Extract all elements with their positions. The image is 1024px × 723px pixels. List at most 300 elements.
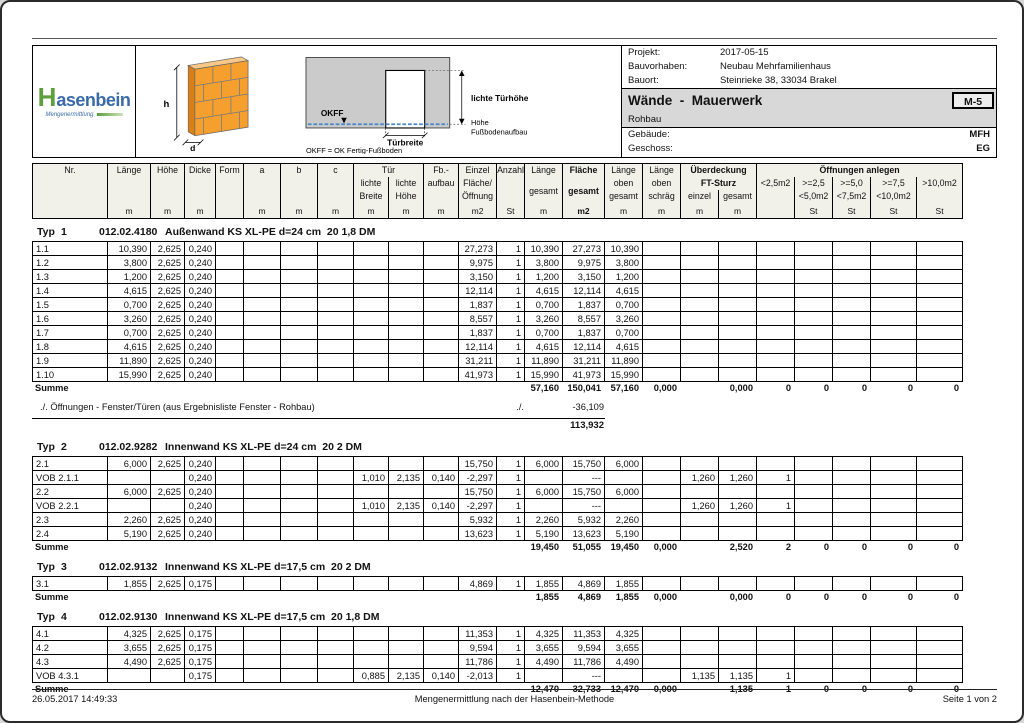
footer-datetime: 26.05.2017 14:49:33 — [32, 694, 118, 704]
value-cell: 1,135 — [719, 669, 757, 683]
value-cell — [795, 284, 833, 298]
bauort-label: Bauort: — [628, 75, 659, 86]
value-cell: 1,837 — [459, 298, 497, 312]
gebaeude-row — [622, 128, 996, 142]
value-cell: 0 — [953, 383, 959, 393]
value-cell: 0 — [861, 684, 867, 694]
value-cell — [871, 354, 917, 368]
value-cell: 12,114 — [459, 340, 497, 354]
value-cell: 1 — [497, 627, 525, 641]
value-cell: 1,855 — [525, 577, 563, 591]
value-cell: 2,625 — [151, 270, 185, 284]
value-cell — [244, 354, 281, 368]
value-cell — [833, 326, 871, 340]
section-code: 012.02.9282 — [99, 441, 158, 453]
col-oeff-gt100: >10,0m2 St — [917, 177, 963, 219]
value-cell: 0,140 — [424, 669, 459, 683]
value-cell: 41,973 — [459, 368, 497, 382]
value-cell: 11,353 — [563, 627, 605, 641]
section-title — [32, 226, 997, 238]
value-cell — [833, 669, 871, 683]
value-cell: 1 — [785, 684, 791, 694]
group-tuer: Tür — [354, 164, 424, 178]
value-cell: 5,190 — [525, 527, 563, 541]
value-cell — [184, 591, 215, 604]
value-cell — [216, 457, 244, 471]
value-cell — [353, 382, 388, 395]
arrow-up — [459, 70, 465, 76]
deduction-label: ./. Öffnungen - Fenster/Türen (aus Ergebnisliste Fenster - Rohbau) — [40, 402, 315, 412]
value-cell — [643, 499, 681, 513]
logo-subtext: Mengenermittlung — [45, 111, 94, 118]
value-cell: 1 — [497, 499, 525, 513]
value-cell: 4,869 — [563, 577, 605, 591]
col-c: c m — [318, 164, 354, 219]
value-cell — [871, 655, 917, 669]
value-cell — [281, 326, 318, 340]
value-cell — [719, 326, 757, 340]
value-cell: 1 — [497, 298, 525, 312]
value-cell: 3,655 — [605, 641, 643, 655]
value-cell: 0,175 — [185, 641, 216, 655]
col-fbaufbau: Fb.- aufbau m — [424, 164, 459, 219]
value-cell — [643, 457, 681, 471]
value-cell: 19,450 — [610, 542, 639, 552]
value-cell — [216, 256, 244, 270]
value-cell — [424, 655, 459, 669]
value-cell — [680, 382, 718, 395]
value-cell — [353, 541, 388, 554]
value-cell — [354, 513, 389, 527]
value-cell: 9,594 — [563, 641, 605, 655]
value-cell — [281, 298, 318, 312]
value-cell — [917, 655, 963, 669]
value-cell: 4,490 — [525, 655, 563, 669]
value-cell: 0,240 — [185, 312, 216, 326]
value-cell — [389, 340, 424, 354]
col-laenge-oben-schraeg: Länge oben schräg m — [643, 164, 681, 219]
group-ueberdeckung: Überdeckung FT-Sturz — [681, 164, 757, 191]
value-cell: 31,211 — [459, 354, 497, 368]
value-cell: 1 — [497, 669, 525, 683]
value-cell — [795, 641, 833, 655]
value-cell — [719, 270, 757, 284]
value-cell — [354, 340, 389, 354]
value-cell — [643, 641, 681, 655]
value-cell — [643, 284, 681, 298]
table-row — [33, 270, 963, 284]
col-a: a m — [244, 164, 281, 219]
col-einzelflaeche: Einzel Fläche/ Öffnung m2 — [459, 164, 497, 219]
value-cell — [719, 513, 757, 527]
col-sturz-einzel: einzel m — [681, 190, 719, 219]
row-label-cell: 1.1 — [33, 242, 108, 256]
value-cell: 0 — [953, 592, 959, 602]
value-cell — [244, 485, 281, 499]
value-cell — [681, 270, 719, 284]
header-strip — [32, 45, 997, 158]
value-cell: 27,273 — [563, 242, 605, 256]
value-cell: 2,625 — [151, 298, 185, 312]
col-dicke: Dicke m — [185, 164, 216, 219]
value-cell — [757, 256, 795, 270]
value-cell — [643, 312, 681, 326]
value-cell: --- — [563, 499, 605, 513]
value-cell — [389, 485, 424, 499]
value-cell — [605, 669, 643, 683]
value-cell — [757, 326, 795, 340]
value-cell: 12,114 — [459, 284, 497, 298]
value-cell: 2,135 — [389, 669, 424, 683]
value-cell — [107, 591, 150, 604]
value-cell: 2,625 — [151, 284, 185, 298]
sheet-title: Wände - Mauerwerk — [628, 93, 763, 108]
value-cell — [354, 298, 389, 312]
value-cell: 0,175 — [185, 627, 216, 641]
value-cell: 9,594 — [459, 641, 497, 655]
value-cell — [424, 270, 459, 284]
value-cell: 6,000 — [605, 485, 643, 499]
value-cell: 0,140 — [424, 471, 459, 485]
value-cell — [354, 655, 389, 669]
value-cell: 0,700 — [525, 326, 563, 340]
value-cell: 0,240 — [185, 471, 216, 485]
value-cell — [216, 340, 244, 354]
value-cell — [833, 485, 871, 499]
value-cell — [525, 471, 563, 485]
value-cell: 1 — [497, 471, 525, 485]
value-cell — [243, 382, 280, 395]
value-cell — [244, 457, 281, 471]
value-cell — [150, 541, 184, 554]
value-cell: 3,150 — [459, 270, 497, 284]
value-cell: 11,786 — [459, 655, 497, 669]
value-cell — [871, 641, 917, 655]
value-cell — [643, 326, 681, 340]
value-cell — [281, 340, 318, 354]
value-cell — [318, 655, 354, 669]
value-cell: 1 — [497, 513, 525, 527]
value-cell: 1 — [497, 340, 525, 354]
value-cell — [833, 655, 871, 669]
value-cell: 4,869 — [577, 592, 601, 602]
value-cell: 15,750 — [459, 485, 497, 499]
value-cell — [719, 284, 757, 298]
value-cell — [643, 669, 681, 683]
value-cell: 8,557 — [563, 312, 605, 326]
door-height-label: lichte Türhöhe — [471, 92, 529, 103]
value-cell: 1,200 — [605, 270, 643, 284]
row-label-cell: VOB 4.3.1 — [33, 669, 108, 683]
value-cell: 1,135 — [681, 669, 719, 683]
value-cell: 2,625 — [151, 577, 185, 591]
value-cell — [917, 368, 963, 382]
value-cell — [388, 382, 423, 395]
project-row — [622, 46, 996, 60]
value-cell — [719, 340, 757, 354]
section-title — [32, 611, 997, 623]
value-cell — [424, 242, 459, 256]
value-cell — [795, 312, 833, 326]
value-cell: 1,855 — [535, 592, 559, 602]
value-cell: 3,260 — [605, 312, 643, 326]
value-cell — [354, 312, 389, 326]
value-cell: 5,190 — [108, 527, 151, 541]
value-cell — [681, 312, 719, 326]
value-cell — [389, 256, 424, 270]
value-cell — [151, 471, 185, 485]
wall-side-face — [188, 65, 195, 135]
value-cell — [354, 485, 389, 499]
value-cell — [681, 641, 719, 655]
value-cell — [317, 382, 353, 395]
value-cell: 12,114 — [563, 284, 605, 298]
value-cell — [719, 655, 757, 669]
row-label-cell: 1.10 — [33, 368, 108, 382]
value-cell — [244, 669, 281, 683]
value-cell — [917, 577, 963, 591]
value-cell — [681, 527, 719, 541]
value-cell — [833, 641, 871, 655]
value-cell: 3,800 — [525, 256, 563, 270]
h-dimension — [174, 64, 180, 140]
value-cell — [424, 256, 459, 270]
okff-label: OKFF — [320, 107, 344, 118]
value-cell: 1 — [497, 527, 525, 541]
value-cell: 0 — [907, 592, 913, 602]
table-row — [33, 577, 963, 591]
value-cell — [643, 354, 681, 368]
value-cell — [281, 256, 318, 270]
value-cell — [215, 541, 243, 554]
value-cell — [389, 627, 424, 641]
project-label: Projekt: — [628, 47, 661, 58]
value-cell — [280, 382, 317, 395]
value-cell — [833, 354, 871, 368]
value-cell — [318, 354, 354, 368]
value-cell — [423, 382, 458, 395]
value-cell — [719, 242, 757, 256]
net-row — [32, 420, 997, 434]
value-cell — [389, 527, 424, 541]
value-cell: 0 — [907, 542, 913, 552]
value-cell — [216, 485, 244, 499]
value-cell: 12,114 — [563, 340, 605, 354]
door-opening — [386, 70, 425, 127]
value-cell — [795, 368, 833, 382]
logo — [33, 46, 136, 157]
row-label-cell: VOB 2.1.1 — [33, 471, 108, 485]
value-cell: -2,297 — [459, 499, 497, 513]
col-b: b m — [281, 164, 318, 219]
table-row — [33, 485, 963, 499]
value-cell: 5,190 — [605, 527, 643, 541]
value-cell: 0,700 — [108, 326, 151, 340]
table-row — [33, 471, 963, 485]
value-cell — [795, 655, 833, 669]
row-label-cell: Summe — [35, 383, 69, 393]
row-label-cell: 4.2 — [33, 641, 108, 655]
value-cell: 1 — [497, 354, 525, 368]
value-cell — [643, 270, 681, 284]
value-cell — [354, 368, 389, 382]
value-cell — [757, 627, 795, 641]
deduction-rule — [32, 418, 605, 419]
value-cell — [318, 471, 354, 485]
row-label-cell: Summe — [35, 542, 69, 552]
value-cell — [833, 242, 871, 256]
value-cell — [318, 312, 354, 326]
value-cell — [757, 577, 795, 591]
value-cell — [681, 284, 719, 298]
value-cell: 1 — [497, 312, 525, 326]
bauvorhaben-value: Neubau Mehrfamilienhaus — [720, 61, 831, 72]
value-cell: 0,700 — [605, 326, 643, 340]
table-row — [33, 499, 963, 513]
table-row — [33, 655, 963, 669]
value-cell — [833, 340, 871, 354]
value-cell — [424, 368, 459, 382]
col-oeff-75-100: >=7,5 <10,0m2 St — [871, 177, 917, 219]
value-cell: 1,260 — [681, 471, 719, 485]
value-cell — [871, 368, 917, 382]
value-cell — [719, 312, 757, 326]
row-label-cell: 1.4 — [33, 284, 108, 298]
value-cell — [424, 627, 459, 641]
value-cell — [424, 326, 459, 340]
value-cell: 3,800 — [108, 256, 151, 270]
value-cell: 1,260 — [719, 499, 757, 513]
row-label-cell: 1.8 — [33, 340, 108, 354]
col-oeff-25-50: >=2,5 <5,0m2 St — [795, 177, 833, 219]
logo-letter-h: H — [37, 81, 57, 112]
value-cell: 0,000 — [729, 383, 753, 393]
value-cell: 5,932 — [459, 513, 497, 527]
value-cell — [389, 312, 424, 326]
value-cell — [795, 340, 833, 354]
value-cell — [917, 354, 963, 368]
value-cell: 0 — [953, 542, 959, 552]
value-cell: 1 — [757, 499, 795, 513]
value-cell — [719, 527, 757, 541]
value-cell — [280, 591, 317, 604]
value-cell: 2,625 — [151, 340, 185, 354]
value-cell — [605, 499, 643, 513]
value-cell — [871, 326, 917, 340]
col-tuer-hoehe: lichte Höhe m — [389, 177, 424, 219]
okff-caption: OKFF = OK Fertig-Fußboden — [305, 145, 403, 154]
value-cell — [424, 312, 459, 326]
value-cell: 1 — [497, 270, 525, 284]
summe-table — [32, 382, 962, 395]
row-label-cell: Summe — [35, 684, 69, 694]
value-cell: 1 — [497, 457, 525, 471]
sheet-code-badge: M-5 — [952, 92, 994, 109]
value-cell — [318, 242, 354, 256]
value-cell — [354, 354, 389, 368]
value-cell — [605, 471, 643, 485]
value-cell: 1,010 — [354, 499, 389, 513]
value-cell: 41,973 — [563, 368, 605, 382]
table-row — [33, 256, 963, 270]
value-cell — [458, 541, 496, 554]
value-cell — [215, 382, 243, 395]
value-cell: 6,000 — [108, 485, 151, 499]
row-label-cell: 3.1 — [33, 577, 108, 591]
value-cell — [871, 627, 917, 641]
section-typ-label: Typ — [37, 561, 55, 573]
row-label-cell: 2.4 — [33, 527, 108, 541]
typ-section-2 — [32, 441, 997, 554]
value-cell — [354, 527, 389, 541]
value-cell: 0,885 — [354, 669, 389, 683]
value-cell — [833, 312, 871, 326]
value-cell — [244, 242, 281, 256]
section-code: 012.02.9130 — [99, 611, 158, 623]
group-oeffnungen: Öffnungen anlegen — [757, 164, 963, 178]
value-cell: 4,615 — [108, 340, 151, 354]
row-label-cell: 2.3 — [33, 513, 108, 527]
value-cell — [643, 655, 681, 669]
value-cell — [681, 485, 719, 499]
table-row — [33, 627, 963, 641]
value-cell: 4,615 — [525, 340, 563, 354]
value-cell: 9,975 — [563, 256, 605, 270]
value-cell — [244, 312, 281, 326]
value-cell — [184, 382, 215, 395]
value-cell — [389, 577, 424, 591]
value-cell: 0,000 — [653, 383, 677, 393]
sections — [32, 226, 997, 696]
value-cell — [215, 591, 243, 604]
logo-wordmark — [37, 81, 131, 112]
value-cell: 0 — [861, 542, 867, 552]
value-cell — [244, 655, 281, 669]
value-cell — [681, 256, 719, 270]
col-laenge-oben-gesamt: Länge oben gesamt m — [605, 164, 643, 219]
value-cell: 15,990 — [605, 368, 643, 382]
value-cell — [216, 513, 244, 527]
value-cell — [424, 641, 459, 655]
value-cell — [354, 284, 389, 298]
value-cell: 3,800 — [605, 256, 643, 270]
value-cell: 8,557 — [459, 312, 497, 326]
value-cell — [216, 354, 244, 368]
value-cell — [917, 256, 963, 270]
value-cell — [917, 340, 963, 354]
value-cell — [389, 457, 424, 471]
value-cell: 1,260 — [719, 471, 757, 485]
floor-height-label-1: Höhe — [471, 117, 489, 127]
value-cell — [108, 669, 151, 683]
value-cell — [216, 471, 244, 485]
value-cell — [423, 541, 458, 554]
value-cell — [757, 527, 795, 541]
value-cell — [318, 577, 354, 591]
value-cell — [757, 655, 795, 669]
value-cell: 0,240 — [185, 527, 216, 541]
value-cell: 4,615 — [605, 284, 643, 298]
value-cell — [681, 627, 719, 641]
value-cell — [496, 382, 524, 395]
value-cell — [318, 641, 354, 655]
value-cell — [281, 627, 318, 641]
value-cell: 1 — [497, 242, 525, 256]
row-label-cell: 1.5 — [33, 298, 108, 312]
value-cell — [719, 485, 757, 499]
value-cell — [643, 513, 681, 527]
value-cell — [681, 298, 719, 312]
